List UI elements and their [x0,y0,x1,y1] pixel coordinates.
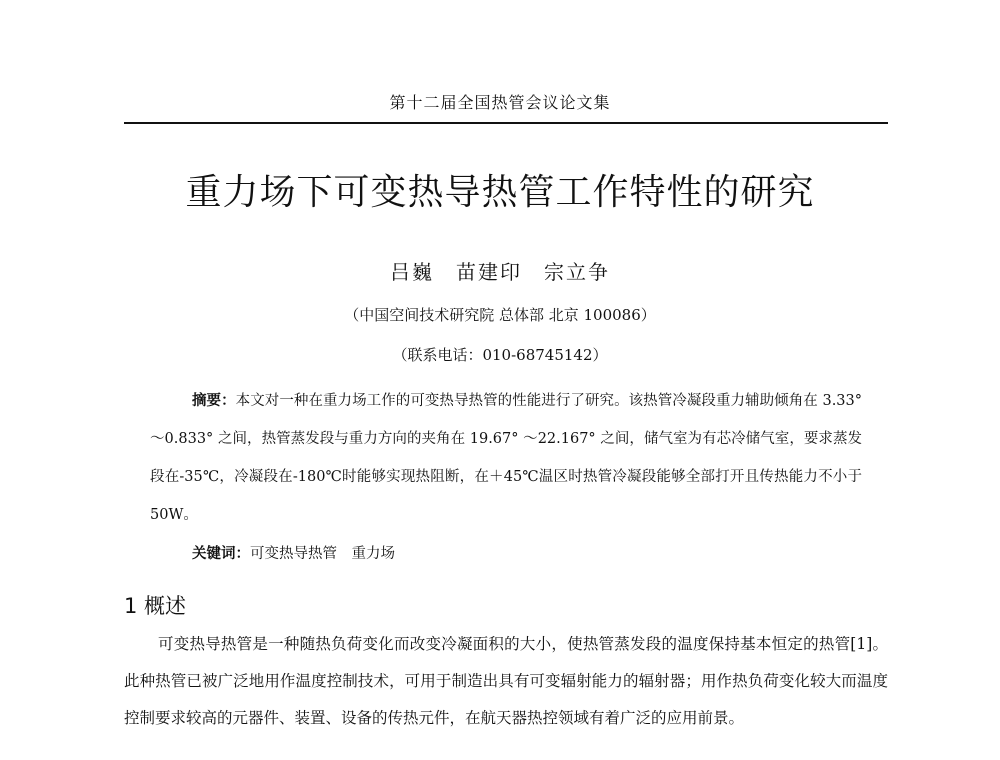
abstract-text: 本文对一种在重力场工作的可变热导热管的性能进行了研究。该热管冷凝段重力辅助倾角在 3.33° ～0.833° 之间，热管蒸发段与重力方向的夹角在 19.67° ～22.167° 之间，储气室为有芯冷储气室，要求蒸发段在-35℃，冷凝段在-180℃时能够实现热阻断，在＋45℃温区时热管冷凝段能够全部打开且传热能力不小于 50W。 [150,393,863,523]
affiliation: （中国空间技术研究院 总体部 北京 100086） [344,306,656,324]
section-paragraph: 可变热导热管是一种随热负荷变化而改变冷凝面积的大小，使热管蒸发段的温度保持基本恒定的热管[1]。此种热管已被广泛地用作温度控制技术，可用于制造出具有可变辐射能力的辐射器；用作热负荷变化较大而温度控制要求较高的元器件、装置、设备的传热元件，在航天器热控领域有着广泛的应用前景。 [124,635,888,727]
authors: 吕巍 苗建印 宗立争 [390,260,610,284]
keywords-text: 可变热导热管 重力场 [250,546,395,562]
abstract-label: 摘要： [192,392,236,409]
section-heading: 1 概述 [124,594,187,618]
keywords-label: 关键词： [192,545,250,562]
contact-phone: （联系电话：010-68745142） [392,346,608,364]
header-rule [124,122,888,124]
paper-title: 重力场下可变热导热管工作特性的研究 [185,172,815,213]
keywords [192,542,862,563]
abstract [150,382,862,534]
proceedings-header: 第十二届全国热管会议论文集 [389,93,611,112]
